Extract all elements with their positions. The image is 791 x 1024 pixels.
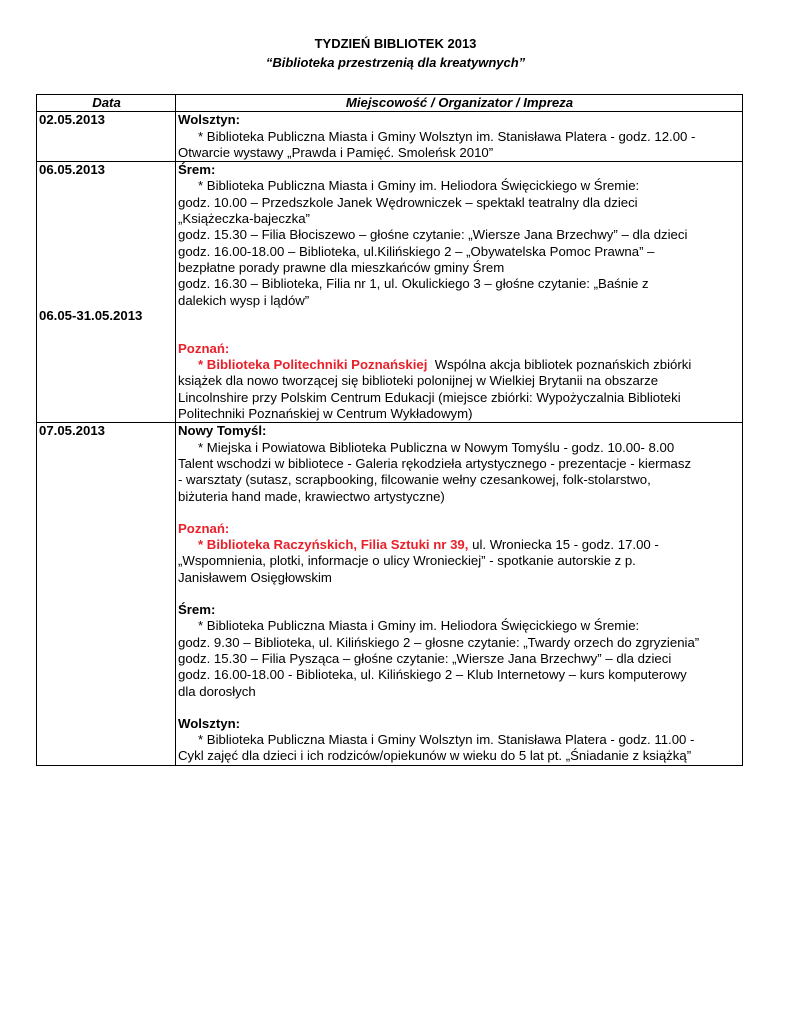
spacer xyxy=(178,700,741,716)
location-heading: Poznań: xyxy=(178,340,230,356)
event-cell xyxy=(176,162,743,423)
spacer xyxy=(178,309,741,325)
event-line: * Biblioteka Publiczna Miasta i Gminy Wolsztyn im. Stanisława Platera - godz. 11.00 - xyxy=(198,732,695,748)
event-line: godz. 16.00-18.00 – Biblioteka, ul.Kilińskiego 2 – „Obywatelska Pomoc Prawna” – xyxy=(178,243,655,259)
event-line: godz. 16.00-18.00 - Biblioteka, ul. Kilińskiego 2 – Klub Internetowy – kurs komputerowy xyxy=(178,667,687,683)
event-line: * Biblioteka Publiczna Miasta i Gminy im. Heliodora Święcickiego w Śremie: xyxy=(198,618,640,634)
event-line: - warsztaty (sutasz, scrapbooking, filcowanie wełny czesankowej, folk-stolarstwo, xyxy=(178,472,651,488)
event-line: biżuteria hand made, krawiectwo artystyczne) xyxy=(178,488,445,504)
spacer xyxy=(178,325,741,341)
event-line: godz. 9.30 – Biblioteka, ul. Kilińskiego 2 – głosne czytanie: „Twardy orzech do zgryzienia” xyxy=(178,634,700,650)
event-text: ul. Wroniecka 15 - godz. 17.00 - xyxy=(472,537,659,553)
location-heading: Wolsztyn: xyxy=(178,112,241,128)
organizer-name: * Biblioteka Raczyńskich, Filia Sztuki nr 39, xyxy=(198,537,469,553)
date-cell: 07.05.2013 xyxy=(37,423,176,765)
event-cell xyxy=(176,423,743,765)
event-line: Cykl zajęć dla dzieci i ich rodziców/opiekunów w wieku do 5 lat pt. „Śniadanie z książką” xyxy=(178,748,692,764)
column-header-date: Data xyxy=(37,95,176,112)
date-text: 06.05.2013 xyxy=(39,162,106,178)
event-line: godz. 10.00 – Przedszkole Janek Wędrowniczek – spektakl teatralny dla dzieci xyxy=(178,194,638,210)
location-heading: Wolsztyn: xyxy=(178,715,241,731)
organizer-name: * Biblioteka Politechniki Poznańskiej xyxy=(198,357,428,373)
document-title: TYDZIEŃ BIBLIOTEK 2013 xyxy=(314,36,477,51)
event-line: * Biblioteka Publiczna Miasta i Gminy Wolsztyn im. Stanisława Platera - godz. 12.00 - xyxy=(198,128,696,144)
event-line xyxy=(178,537,741,553)
event-line xyxy=(178,357,741,373)
event-line: Lincolnshire przy Polskim Centrum Edukacji (miejsce zbiórki: Wypożyczalnia Biblioteki xyxy=(178,389,681,405)
event-line: godz. 15.30 – Filia Błociszewo – głośne czytanie: „Wiersze Jana Brzechwy” – dla dzieci xyxy=(178,227,688,243)
location-heading: Poznań: xyxy=(178,520,230,536)
spacer xyxy=(178,586,741,602)
event-line: bezpłatne porady prawne dla mieszkańców gminy Śrem xyxy=(178,259,505,275)
event-line: „Wspomnienia, plotki, informacje o ulicy Wronieckiej” - spotkanie autorskie z p. xyxy=(178,553,636,569)
spacer xyxy=(178,505,741,521)
event-line: „Książeczka-bajeczka” xyxy=(178,211,310,227)
location-heading: Śrem: xyxy=(178,602,216,618)
event-line: Talent wschodzi w bibliotece - Galeria rękodzieła artystycznego - prezentacje - kiermasz xyxy=(178,455,692,471)
location-heading: Nowy Tomyśl: xyxy=(178,423,267,439)
event-line: * Miejska i Powiatowa Biblioteka Publiczna w Nowym Tomyślu - godz. 10.00- 8.00 xyxy=(198,439,675,455)
date-cell xyxy=(37,162,176,423)
event-line: Otwarcie wystawy „Prawda i Pamięć. Smoleńsk 2010” xyxy=(178,144,494,160)
event-line: * Biblioteka Publiczna Miasta i Gminy im. Heliodora Święcickiego w Śremie: xyxy=(198,178,640,194)
location-heading: Śrem: xyxy=(178,162,216,178)
event-line: Politechniki Poznańskiej w Centrum Wykładowym) xyxy=(178,406,473,422)
table-row xyxy=(37,162,743,423)
date-cell: 02.05.2013 xyxy=(37,112,176,162)
table-row xyxy=(37,423,743,765)
event-cell xyxy=(176,112,743,162)
event-line: dalekich wysp i lądów” xyxy=(178,292,310,308)
event-line: Janisławem Osięgłowskim xyxy=(178,569,332,585)
schedule-table xyxy=(36,94,743,766)
event-text: Wspólna akcja bibliotek poznańskich zbiórki xyxy=(434,357,692,373)
event-line: godz. 15.30 – Filia Pysząca – głośne czytanie: „Wiersze Jana Brzechwy” – dla dzieci xyxy=(178,650,672,666)
table-row xyxy=(37,112,743,162)
event-line: dla dorosłych xyxy=(178,683,256,699)
column-header-event: Miejscowość / Organizator / Impreza xyxy=(176,95,743,112)
event-line: godz. 16.30 – Biblioteka, Filia nr 1, ul. Okulickiego 3 – głośne czytanie: „Baśnie z xyxy=(178,276,649,292)
date-range-text: 06.05-31.05.2013 xyxy=(39,308,143,324)
event-line: książek dla nowo tworzącej się biblioteki polonijnej w Wielkiej Brytanii na obszarze xyxy=(178,373,659,389)
document-subtitle: “Biblioteka przestrzenią dla kreatywnych” xyxy=(265,55,526,70)
table-header-row xyxy=(37,95,743,112)
